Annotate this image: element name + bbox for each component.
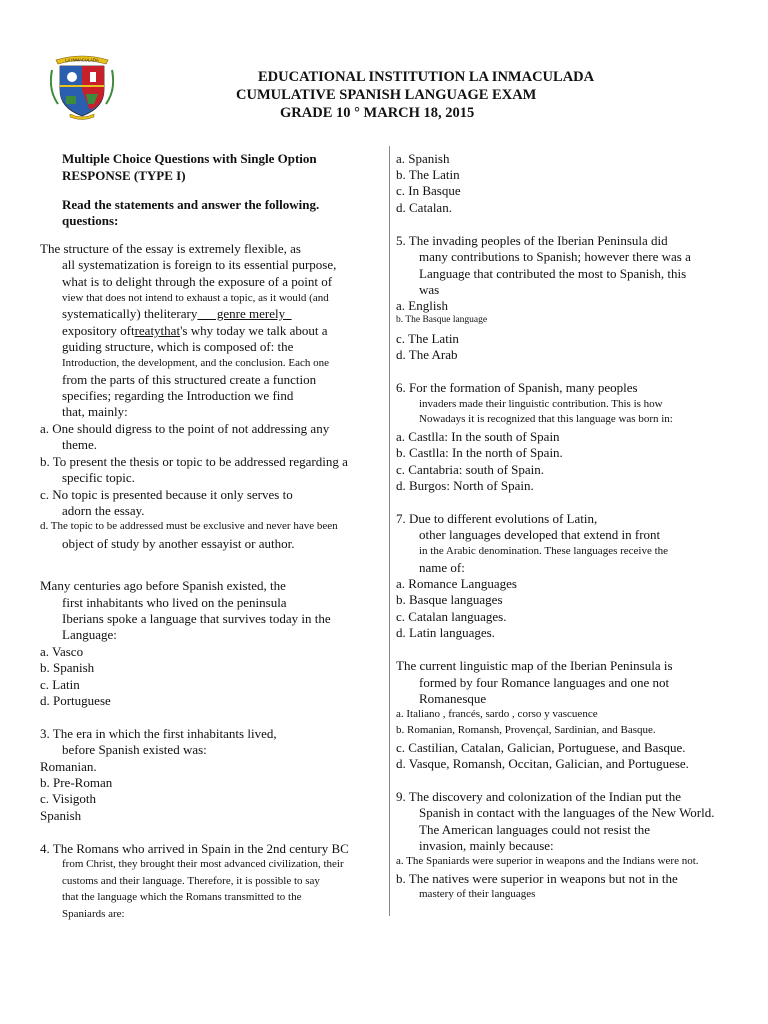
q6-option-b[interactable]: b. Castlla: In the north of Spain. xyxy=(396,445,563,460)
q5-option-c[interactable]: c. The Latin xyxy=(396,331,459,346)
q9-stem-line: invasion, mainly because: xyxy=(419,838,554,853)
q7-option-b[interactable]: b. Basque languages xyxy=(396,592,503,607)
q4-stem-line: from Christ, they brought their most advanced civilization, their xyxy=(62,858,344,870)
q5-option-a[interactable]: a. English xyxy=(396,298,448,313)
header-institution: EDUCATIONAL INSTITUTION LA INMACULADA xyxy=(258,69,595,85)
q3-stem-line: 3. The era in which the first inhabitants lived, xyxy=(40,726,277,741)
q4-stem-line: that the language which the Romans transmitted to the xyxy=(62,891,302,903)
q6-stem-line: 6. For the formation of Spanish, many peoples xyxy=(396,380,638,395)
q7-option-c[interactable]: c. Catalan languages. xyxy=(396,609,507,624)
q5-stem-line: 5. The invading peoples of the Iberian Peninsula did xyxy=(396,233,668,248)
q1-stem-line: guiding structure, which is composed of: the xyxy=(62,339,294,354)
q9-option-b[interactable]: b. The natives were superior in weapons but not in the xyxy=(396,871,678,886)
q1-option-d-cont: object of study by another essayist or author. xyxy=(62,536,295,551)
q9-stem-line: 9. The discovery and colonization of the Indian put the xyxy=(396,789,681,804)
q1-stem-line: Introduction, the development, and the conclusion. Each one xyxy=(62,357,329,369)
column-divider xyxy=(389,146,390,916)
q2-stem-line: Many centuries ago before Spanish existed, the xyxy=(40,578,286,593)
q4-option-a[interactable]: a. Spanish xyxy=(396,151,450,166)
q8-stem-line: Romanesque xyxy=(419,691,487,706)
q4-stem-line: 4. The Romans who arrived in Spain in the 2nd century BC xyxy=(40,841,349,856)
q9-option-b-cont: mastery of their languages xyxy=(419,888,536,900)
school-crest-logo xyxy=(50,50,114,122)
q2-option-b[interactable]: b. Spanish xyxy=(40,660,95,675)
q8-option-a[interactable]: a. Italiano , francés, sardo , corso y vascuence xyxy=(396,708,598,720)
instructions-line-2: RESPONSE (TYPE I) xyxy=(62,168,186,183)
q8-option-c[interactable]: c. Castilian, Catalan, Galician, Portuguese, and Basque. xyxy=(396,740,686,755)
q1-stem-line: all systematization is foreign to its essential purpose, xyxy=(62,257,337,272)
instructions-line-4: questions: xyxy=(62,213,119,228)
instructions-line-3: Read the statements and answer the following. xyxy=(62,197,320,212)
q8-option-b[interactable]: b. Romanian, Romansh, Provençal, Sardinian, and Basque. xyxy=(396,724,656,736)
q7-option-a[interactable]: a. Romance Languages xyxy=(396,576,517,591)
q2-option-a[interactable]: a. Vasco xyxy=(40,644,84,659)
header-grade-date: GRADE 10 ° MARCH 18, 2015 xyxy=(280,105,475,121)
q6-option-a[interactable]: a. Castlla: In the south of Spain xyxy=(396,429,560,444)
q5-stem-line: Language that contributed the most to Spanish, this xyxy=(419,266,687,281)
q1-option-c[interactable]: c. No topic is presented because it only serves to xyxy=(40,487,293,502)
q3-option-c[interactable]: c. Visigoth xyxy=(40,791,97,806)
q1-option-c-cont: adorn the essay. xyxy=(62,503,145,518)
q5-option-b[interactable]: b. The Basque language xyxy=(396,315,488,325)
q4-stem-line: Spaniards are: xyxy=(62,908,125,920)
q1-option-a[interactable]: a. One should digress to the point of not addressing any xyxy=(40,421,330,436)
q1-stem-line: what is to delight through the exposure of a point of xyxy=(62,274,333,289)
q5-stem-line: many contributions to Spanish; however there was a xyxy=(419,249,691,264)
q6-stem-line: invaders made their linguistic contribution. This is how xyxy=(419,398,663,410)
q1-option-a-cont: theme. xyxy=(62,437,98,452)
q2-stem-line: Iberians spoke a language that survives today in the xyxy=(62,611,331,626)
q1-stem-line: specifies; regarding the Introduction we find xyxy=(62,388,294,403)
crest-icon xyxy=(50,50,114,122)
q3-stem-line: before Spanish existed was: xyxy=(62,742,207,757)
q1-option-d[interactable]: d. The topic to be addressed must be exclusive and never have been xyxy=(40,520,338,532)
q3-option-b[interactable]: b. Pre-Roman xyxy=(40,775,113,790)
q9-option-a[interactable]: a. The Spaniards were superior in weapons and the Indians were not. xyxy=(396,855,699,867)
q1-stem-line: The structure of the essay is extremely flexible, as xyxy=(40,241,301,256)
q7-stem-line: other languages developed that extend in front xyxy=(419,527,661,542)
q2-option-d[interactable]: d. Portuguese xyxy=(40,693,111,708)
q8-stem-line: formed by four Romance languages and one not xyxy=(419,675,670,690)
q1-stem-line: expository oftreatythat's why today we talk about a xyxy=(62,323,328,338)
q1-stem-line: view that does not intend to exhaust a topic, as it would (and xyxy=(62,292,329,304)
q5-option-d[interactable]: d. The Arab xyxy=(396,347,458,362)
q4-option-b[interactable]: b. The Latin xyxy=(396,167,460,182)
header-exam-title: CUMULATIVE SPANISH LANGUAGE EXAM xyxy=(236,87,537,103)
q9-stem-line: The American languages could not resist the xyxy=(419,822,651,837)
q5-stem-line: was xyxy=(419,282,440,297)
q1-stem-line: that, mainly: xyxy=(62,404,128,419)
q3-option-a[interactable]: Romanian. xyxy=(40,759,97,774)
q8-option-d[interactable]: d. Vasque, Romansh, Occitan, Galician, and Portuguese. xyxy=(396,756,689,771)
q9-stem-line: Spanish in contact with the languages of the New World. xyxy=(419,805,715,820)
q7-stem-line: 7. Due to different evolutions of Latin, xyxy=(396,511,598,526)
svg-text:LA INMACULADA: LA INMACULADA xyxy=(65,57,99,63)
q6-option-c[interactable]: c. Cantabria: south of Spain. xyxy=(396,462,545,477)
q3-option-d[interactable]: Spanish xyxy=(40,808,82,823)
q1-stem-line: from the parts of this structured create a function xyxy=(62,372,317,387)
q2-option-c[interactable]: c. Latin xyxy=(40,677,80,692)
q1-option-b[interactable]: b. To present the thesis or topic to be addressed regarding a xyxy=(40,454,348,469)
q2-stem-line: Language: xyxy=(62,627,117,642)
q7-option-d[interactable]: d. Latin languages. xyxy=(396,625,495,640)
q8-stem-line: The current linguistic map of the Iberian Peninsula is xyxy=(396,658,673,673)
q1-option-b-cont: specific topic. xyxy=(62,470,135,485)
q4-option-d[interactable]: d. Catalan. xyxy=(396,200,452,215)
q6-option-d[interactable]: d. Burgos: North of Spain. xyxy=(396,478,534,493)
q4-option-c[interactable]: c. In Basque xyxy=(396,183,461,198)
q6-stem-line: Nowadays it is recognized that this language was born in: xyxy=(419,413,673,425)
q4-stem-line: customs and their language. Therefore, it is possible to say xyxy=(62,875,320,887)
q7-stem-line: in the Arabic denomination. These languages receive the xyxy=(419,545,669,557)
q7-stem-line: name of: xyxy=(419,560,465,575)
instructions-line-1: Multiple Choice Questions with Single Option xyxy=(62,151,317,166)
q1-stem-line: systematically) theliterary genre merely xyxy=(62,306,292,321)
q2-stem-line: first inhabitants who lived on the peninsula xyxy=(62,595,287,610)
